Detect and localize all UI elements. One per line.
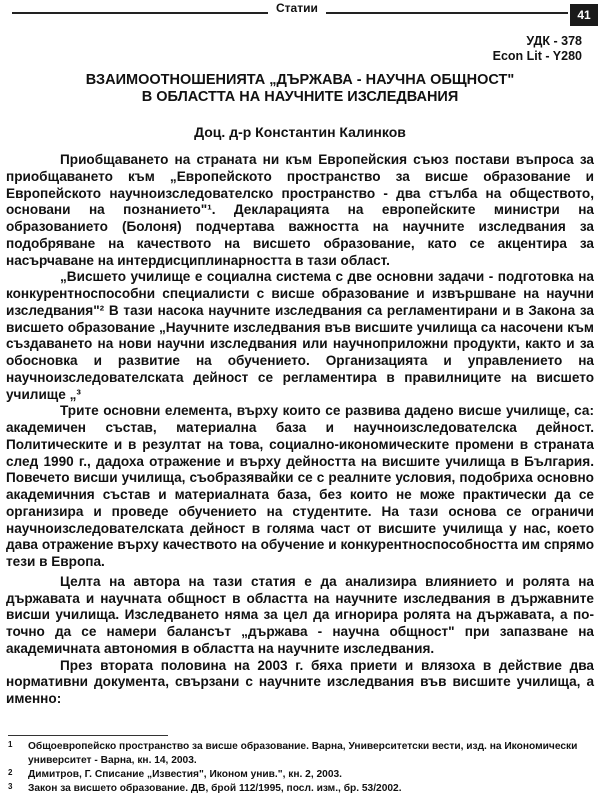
paragraph: „Висшето училище е социална система с две основни задачи - подготовка на конкурентноспособни специалисти с висше образование и извършване на научни изследвания"² В тази насока научните изследвания са регламентирани и в Закона за висшето образование „Научните изследвания във висшите училища са насочени към създаването на нови научни изследвания или научноприложни продукти, както и за обосновка и развитие на обучението. Организацията и управлението на научноизследователската дейност се регламентира в правилниците на висшето училище „³ <box>6 269 594 402</box>
footnote <box>8 768 594 782</box>
section-title: Статии <box>268 0 326 16</box>
footnotes <box>8 740 594 796</box>
footnote-text: Общоевропейско пространство за висше образование. Варна, Университетски вести, изд. на Икономически университет - Варна, кн. 14, 2003. <box>28 741 578 766</box>
footnote <box>8 782 594 796</box>
econlit-code: Econ Lit - Y280 <box>492 49 582 63</box>
article-body <box>6 152 594 708</box>
udk-code: УДК - 378 <box>526 34 582 48</box>
footnote-text: Закон за висшето образование. ДВ, брой 112/1995, посл. изм., бр. 53/2002. <box>28 783 402 794</box>
footnote-mark: 2 <box>8 768 13 777</box>
footnote-separator <box>8 735 168 736</box>
paragraph: През втората половина на 2003 г. бяха приети и влязоха в действие два нормативни документа, свързани с научните изследвания във висшите училища, а именно: <box>6 657 594 706</box>
paragraph: Целта на автора на тази статия е да анализира влиянието и ролята на държавата и научната общност в областта на научните изследвания в държавните висши училища. Изследването няма за цел да игнорира ролята на държавата, а по-точно да се намери балансът „държава - научна общност" при запазване на академичната автономия в областта на научните изследвания. <box>6 573 594 656</box>
page-header <box>0 0 600 30</box>
footnote-text: Димитров, Г. Списание „Известия", Иконом унив.", кн. 2, 2003. <box>28 769 342 780</box>
title-line-1: ВЗАИМООТНОШЕНИЯТА „ДЪРЖАВА - НАУЧНА ОБЩНОСТ" <box>85 72 515 88</box>
paragraph: Трите основни елемента, върху които се развива дадено висше училище, са: академичен състав, материална база и научноизследователска дейност. Политическите и в резултат на това, социално-икономическите промени в страната след 1990 г., дадоха отражение и върху дейността на висшите училища в България. Повечето висши училища, съобразявайки се с реалните условия, подобриха основно академичния състав и материалната база, без които не може практически да се организира и проведе обучението на студентите. На тази основа се ограничи научноизследователската дейност в голяма част от висшите училища у нас, което дава отражение върху качеството на обучение и конкурентноспособността им спрямо тези в Европа. <box>6 403 594 569</box>
article-title <box>40 72 560 106</box>
classification-codes <box>493 34 582 64</box>
footnote-mark: 3 <box>8 782 13 791</box>
footnote-mark: 1 <box>8 740 13 749</box>
title-line-2: В ОБЛАСТТА НА НАУЧНИТЕ ИЗСЛЕДВАНИЯ <box>141 89 459 105</box>
page-number: 41 <box>570 4 598 26</box>
article-author: Доц. д-р Константин Калинков <box>194 124 406 140</box>
paragraph: Приобщаването на страната ни към Европейския съюз постави въпроса за приобщаването към „Европейското пространство за висше образование и Европейското научноизследователско пространство - два стълба на обществото, основани на познанието"¹. Декларацията на европейските министри на образованието (Болоня) подчертава важността на научните изследвания за подобряване на качеството на висшето образование, като се акцентира за насърчаване на интердисциплинарността в тази област. <box>6 152 594 268</box>
footnote <box>8 740 594 768</box>
